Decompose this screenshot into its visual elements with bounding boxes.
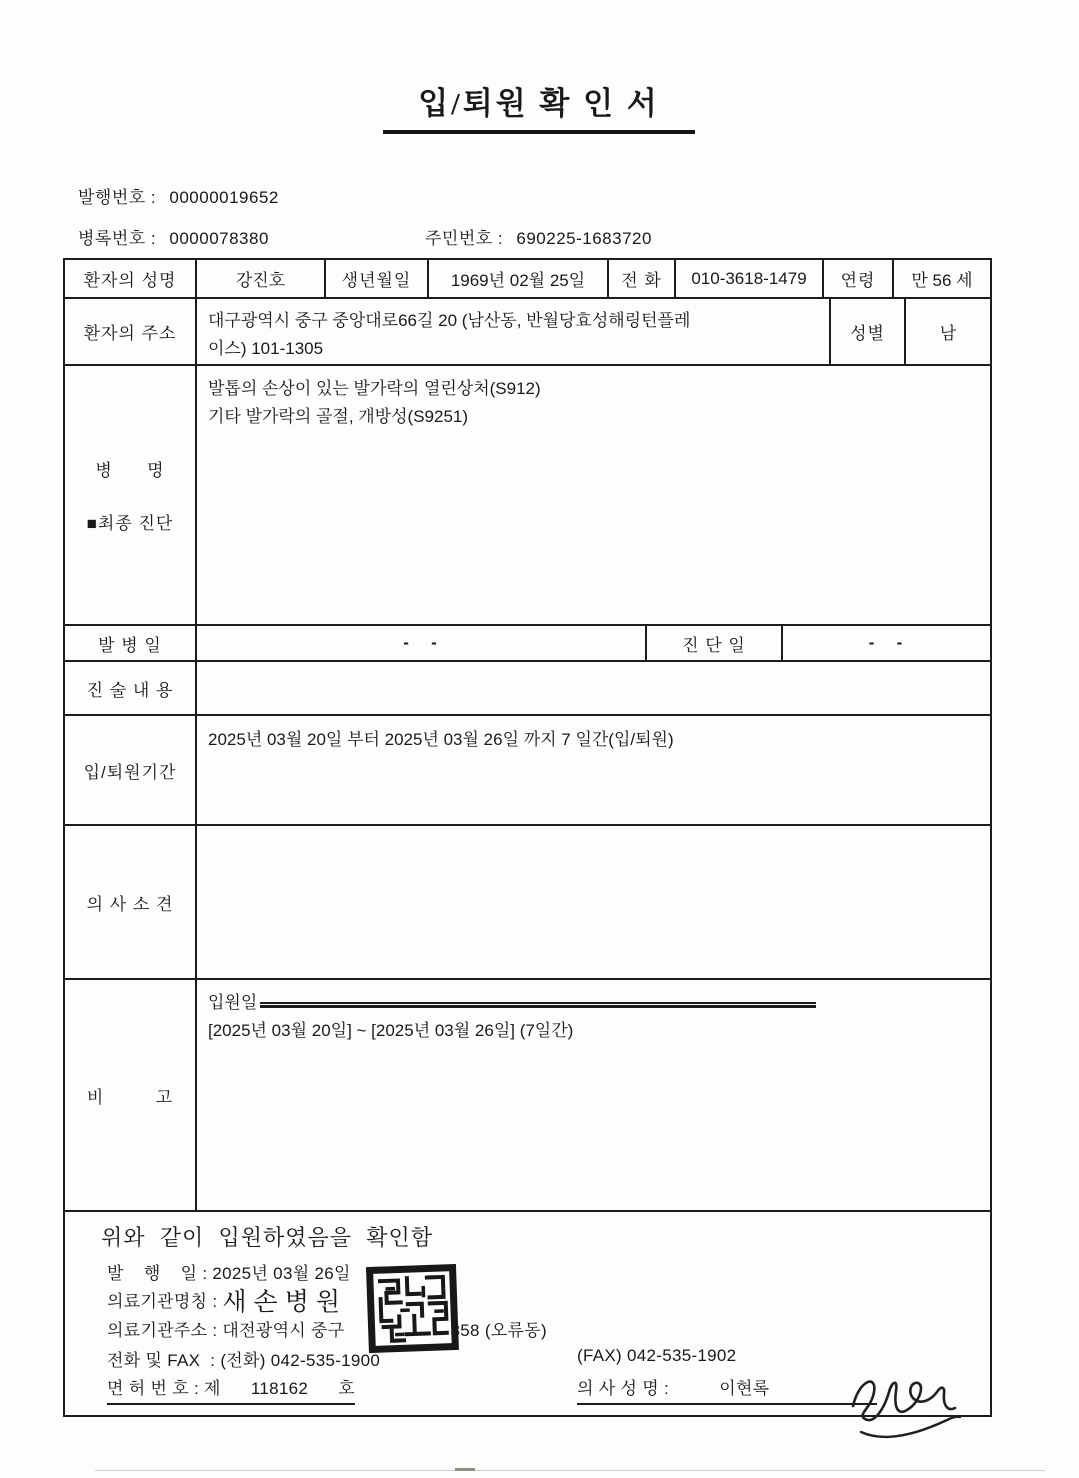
table-row <box>65 297 990 364</box>
remarks-label: 비 고 <box>86 1087 174 1107</box>
patient-address-label: 환자의 주소 <box>83 324 177 343</box>
issue-number-value: 00000019652 <box>169 188 279 207</box>
table-row <box>65 624 990 660</box>
onset-date-value: - - <box>195 626 645 660</box>
page-title: 입/퇴원 확 인 서 <box>383 78 695 134</box>
statement-label: 진 술 내 용 <box>86 680 174 700</box>
org-name-value: 새손병원 <box>222 1288 348 1316</box>
org-name-label: 의료기관명칭 : <box>107 1292 223 1311</box>
table-row <box>65 660 990 714</box>
opinion-value <box>195 826 990 978</box>
onset-date-label: 발 병 일 <box>98 635 162 655</box>
scan-artifact-line <box>95 1470 1045 1471</box>
record-number-line <box>78 224 269 249</box>
resident-number-line <box>425 224 652 249</box>
hospital-seal-stamp-icon <box>366 1264 460 1356</box>
opinion-label: 의 사 소 견 <box>86 894 174 914</box>
admission-date-prefix: 입원일 <box>208 993 258 1012</box>
issue-date-line: 발 행 일 : 2025년 03월 26일 <box>107 1264 351 1283</box>
period-value: 2025년 03월 20일 부터 2025년 03월 26일 까지 7 일간(입/퇴원) <box>195 716 990 824</box>
license-number-line: 면 허 번 호 : 제 118162 호 <box>107 1374 355 1405</box>
confirmation-statement: 위와 같이 입원하였음을 확인함 <box>101 1225 433 1250</box>
remarks-line-2: [2025년 03월 20일] ~ [2025년 03월 26일] (7일간) <box>208 1021 574 1041</box>
certificate-table <box>63 258 992 1417</box>
birth-date-label: 생년월일 <box>324 260 427 297</box>
age-label: 연령 <box>822 260 892 297</box>
period-label: 입/퇴원기간 <box>83 762 177 782</box>
table-row <box>65 1210 990 1415</box>
remarks-value <box>195 980 990 1210</box>
resident-number-value: 690225-1683720 <box>516 229 652 248</box>
resident-number-label: 주민번호 : <box>425 229 504 248</box>
diagnosis-line-2: 기타 발가락의 골절, 개방성(S9251) <box>208 407 469 427</box>
record-number-value: 0000078380 <box>169 229 269 248</box>
double-rule <box>260 1002 816 1008</box>
disease-label-line2: ■최종 진단 <box>86 514 174 533</box>
org-address-prefix: 대전광역시 중구 <box>222 1321 345 1340</box>
org-address-suffix: 858 (오류동) <box>450 1321 547 1340</box>
diagnosis-date-label: 진 단 일 <box>645 626 781 660</box>
issue-number-line <box>78 183 279 208</box>
patient-name-label: 환자의 성명 <box>83 271 177 290</box>
age-value: 만 56 세 <box>892 260 990 297</box>
patient-name-value: 강진호 <box>195 260 324 297</box>
patient-address-value <box>195 299 829 364</box>
issue-number-label: 발행번호 : <box>78 188 157 207</box>
phone-value: 010-3618-1479 <box>674 260 822 297</box>
footer-box <box>65 1212 990 1415</box>
address-line-2: 이스) 101-1305 <box>208 339 324 359</box>
table-row <box>65 714 990 824</box>
fax-line: (FAX) 042-535-1902 <box>577 1346 737 1365</box>
statement-value <box>195 662 990 714</box>
table-row <box>65 364 990 624</box>
disease-label-line1: 병 명 <box>95 461 165 480</box>
scan-artifact-dash <box>455 1468 475 1471</box>
org-address-label: 의료기관주소 : <box>107 1321 223 1340</box>
table-row <box>65 824 990 978</box>
diagnosis-date-value: - - <box>781 626 990 660</box>
telephone-line: 전화 및 FAX : (전화) 042-535-1900 <box>107 1351 381 1370</box>
sex-label: 성별 <box>829 299 904 364</box>
org-address-line <box>107 1316 547 1341</box>
birth-date-value: 1969년 02월 25일 <box>427 260 607 297</box>
sex-value: 남 <box>904 299 990 364</box>
record-number-label: 병록번호 : <box>78 229 157 248</box>
table-row <box>65 260 990 297</box>
disease-name-label <box>65 366 195 624</box>
disease-name-value <box>195 366 990 624</box>
remarks-line-1 <box>208 989 982 1017</box>
table-row <box>65 978 990 1210</box>
phone-label: 전 화 <box>607 260 674 297</box>
diagnosis-line-1: 발톱의 손상이 있는 발가락의 열린상처(S912) <box>208 379 541 398</box>
address-line-1: 대구광역시 중구 중앙대로66길 20 (남산동, 반월당효성해링턴플레 <box>208 311 691 330</box>
doctor-name-line: 의 사 성 명 : 이현록 <box>577 1374 877 1405</box>
org-name-line <box>107 1282 347 1318</box>
doctor-signature <box>843 1354 963 1454</box>
